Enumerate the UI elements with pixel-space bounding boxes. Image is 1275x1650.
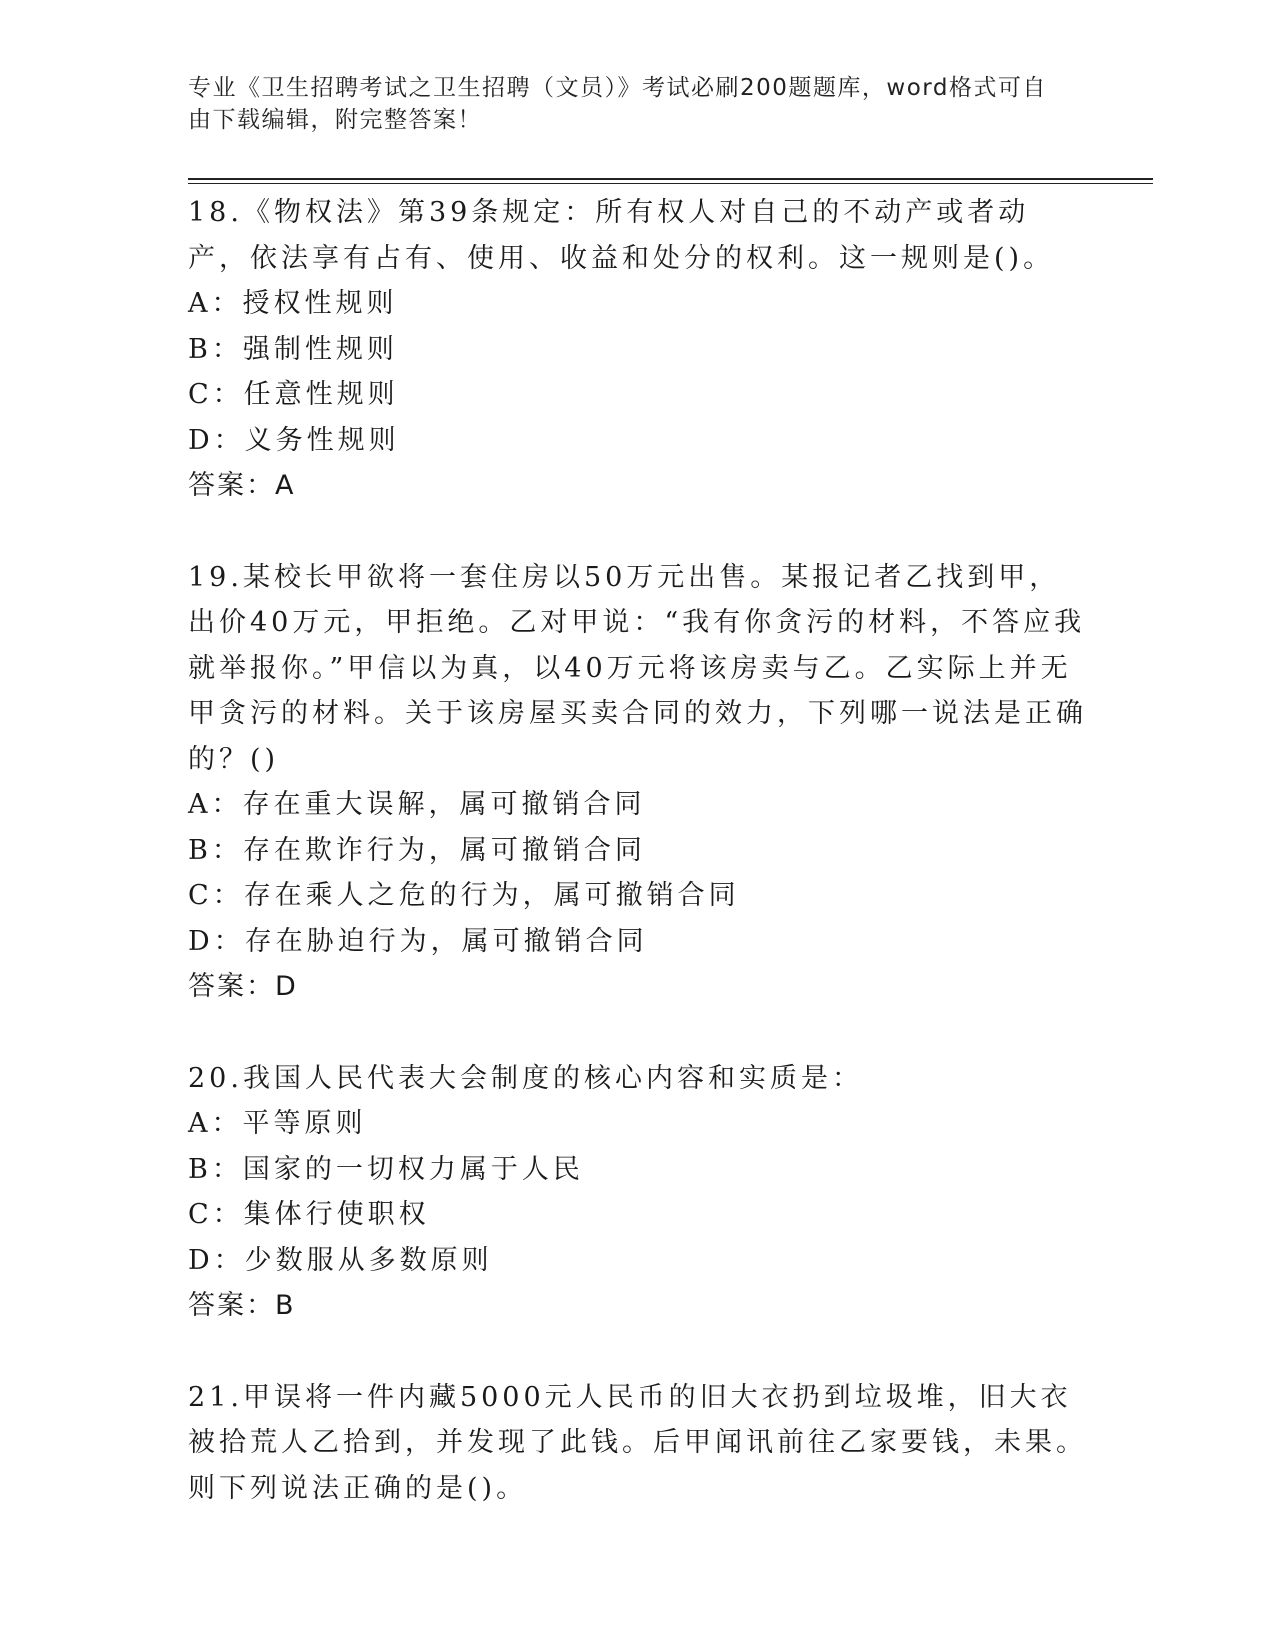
question-19 — [188, 555, 1088, 1010]
answer-line: 答案：D — [188, 971, 298, 1002]
question-stem: 20.我国人民代表大会制度的核心内容和实质是： — [188, 1062, 863, 1094]
answer-line: 答案：B — [188, 1290, 296, 1321]
option-d: D：义务性规则 — [188, 424, 400, 456]
option-d: D：存在胁迫行为，属可撤销合同 — [188, 925, 648, 957]
option-c: C：存在乘人之危的行为，属可撤销合同 — [188, 880, 740, 911]
option-d: D：少数服从多数原则 — [188, 1244, 493, 1276]
header-divider-thin — [188, 183, 1153, 184]
option-a: A：平等原则 — [188, 1108, 367, 1139]
option-c: C：任意性规则 — [188, 379, 399, 410]
question-stem: 18.《物权法》第39条规定：所有权人对自己的不动产或者动产，依法享有占有、使用、收益和处分的权利。这一规则是()。 — [188, 197, 1055, 274]
question-21 — [188, 1375, 1088, 1512]
header-divider-thick — [188, 178, 1153, 180]
question-stem: 21.甲误将一件内藏5000元人民币的旧大衣扔到垃圾堆，旧大衣被拾荒人乙拾到，并发现了此钱。后甲闻讯前往乙家要钱，未果。则下列说法正确的是()。 — [188, 1381, 1087, 1504]
question-20 — [188, 1056, 1088, 1329]
document-header: 专业《卫生招聘考试之卫生招聘（文员）》考试必刷200题题库，word格式可自由下载编辑，附完整答案！ — [188, 75, 1047, 133]
option-b: B：强制性规则 — [188, 333, 398, 365]
answer-line: 答案：A — [188, 470, 296, 501]
option-a: A：存在重大误解，属可撤销合同 — [188, 789, 646, 820]
option-b: B：存在欺诈行为，属可撤销合同 — [188, 834, 646, 866]
option-c: C：集体行使职权 — [188, 1199, 430, 1230]
option-b: B：国家的一切权力属于人民 — [188, 1153, 584, 1185]
option-a: A：授权性规则 — [188, 288, 398, 319]
question-list — [188, 190, 1088, 1557]
question-18 — [188, 190, 1088, 509]
question-stem: 19.某校长甲欲将一套住房以50万元出售。某报记者乙找到甲，出价40万元，甲拒绝。乙对甲说：“我有你贪污的材料，不答应我就举报你。”甲信以为真，以40万元将该房卖与乙。乙实际上并无甲贪污的材料。关于该房屋买卖合同的效力，下列哪一说法是正确的？() — [188, 561, 1087, 775]
